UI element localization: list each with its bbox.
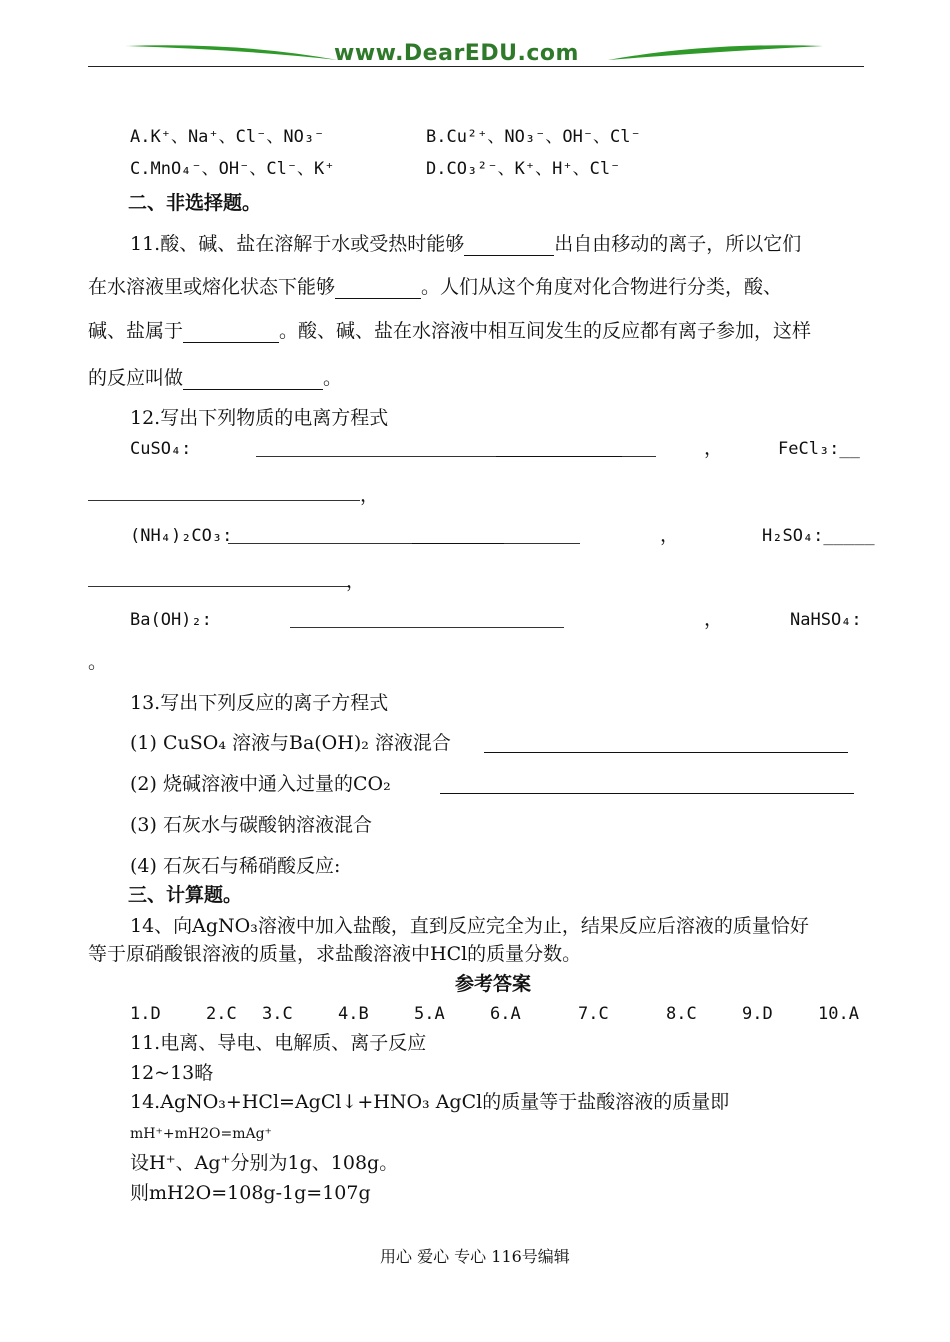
q12-fecl3: FeCl₃:__ [778, 439, 860, 459]
section-heading-2: 二、非选择题。 [128, 192, 262, 214]
q12-comma-1: ， [704, 437, 724, 459]
answer-12-13: 12~13略 [130, 1062, 214, 1084]
answer-mc-4: 4.B [338, 1004, 369, 1024]
q12-cuso4: CuSO₄: [130, 439, 192, 459]
q13-title: 13.写出下列反应的离子方程式 [130, 692, 389, 714]
q12-blank-nh4co3-bold [412, 543, 504, 544]
answer-mc-7: 7.C [578, 1004, 609, 1024]
page-footer: 用心 爱心 专心 116号编辑 [380, 1247, 570, 1266]
answer-14-mass: mH⁺+mH2O=mAg⁺ [130, 1126, 272, 1142]
q12-title: 12.写出下列物质的电离方程式 [130, 407, 389, 429]
q12-nahso4: NaHSO₄: [790, 610, 862, 630]
answer-mc-10: 10.A [818, 1004, 859, 1024]
q13-item1: (1) CuSO₄ 溶液与Ba(OH)₂ 溶液混合 [130, 732, 451, 754]
q12-comma-3: ， [660, 524, 680, 546]
site-brand: www.DearEDU.com [334, 41, 579, 66]
answer-mc-6: 6.A [490, 1004, 521, 1024]
q11-blank2[interactable] [335, 280, 421, 299]
q13-item2: (2) 烧碱溶液中通入过量的CO₂ [130, 773, 391, 795]
q11-line1: 11.酸、碱、盐在溶解于水或受热时能够 出自由移动的离子，所以它们 [130, 233, 802, 255]
answers-title: 参考答案 [455, 973, 532, 995]
q12-comma-2: ， [360, 484, 380, 506]
q13-item4: (4) 石灰石与稀硝酸反应: [130, 855, 341, 877]
q12-blank-baoh2[interactable] [290, 627, 564, 628]
q13-blank2[interactable] [440, 793, 854, 794]
q11-line4: 的反应叫做 。 [88, 367, 343, 389]
option-a: A.K⁺、Na⁺、Cl⁻、NO₃⁻ [130, 127, 325, 147]
section-heading-3: 三、计算题。 [128, 884, 243, 906]
answer-14-assume: 设H⁺、Ag⁺分别为1g、108g。 [130, 1152, 399, 1174]
answer-mc-3: 3.C [262, 1004, 293, 1024]
q12-blank-cuso4-bold [496, 456, 622, 457]
option-d: D.CO₃²⁻、K⁺、H⁺、Cl⁻ [426, 159, 621, 179]
q11-line2: 在水溶液里或熔化状态下能够 。人们从这个角度对化合物进行分类，酸、 [88, 276, 783, 298]
answer-14-result: 则mH2O=108g-1g=107g [130, 1182, 371, 1204]
q14-line2: 等于原硝酸银溶液的质量，求盐酸溶液中HCl的质量分数。 [88, 943, 582, 965]
q12-blank-fecl3[interactable] [88, 500, 360, 501]
answer-14: 14.AgNO₃+HCl=AgCl↓+HNO₃ AgCl的质量等于盐酸溶液的质量即 [130, 1091, 730, 1113]
q11-blank3[interactable] [183, 324, 279, 343]
q11-line3: 碱、盐属于 。酸、碱、盐在水溶液中相互间发生的反应都有离子参加，这样 [88, 320, 812, 342]
q12-blank-nh4co3[interactable] [228, 543, 580, 544]
q12-blank-h2so4[interactable] [88, 586, 348, 587]
header-rule [88, 66, 864, 67]
option-b: B.Cu²⁺、NO₃⁻、OH⁻、Cl⁻ [426, 127, 641, 147]
q12-baoh2: Ba(OH)₂: [130, 610, 212, 630]
q13-blank1[interactable] [484, 752, 848, 753]
q12-comma-5: ， [704, 608, 724, 630]
q13-item3: (3) 石灰水与碳酸钠溶液混合 [130, 814, 372, 836]
answer-mc-2: 2.C [206, 1004, 237, 1024]
answer-mc-8: 8.C [666, 1004, 697, 1024]
answer-mc-5: 5.A [414, 1004, 445, 1024]
q12-end: 。 [88, 651, 108, 673]
answer-11: 11.电离、导电、电解质、离子反应 [130, 1032, 427, 1054]
answer-mc-1: 1.D [130, 1004, 161, 1024]
q12-nh4co3: (NH₄)₂CO₃: [130, 526, 233, 546]
q12-h2so4: H₂SO₄:_____ [762, 526, 875, 546]
q14-line1: 14、向AgNO₃溶液中加入盐酸，直到反应完全为止，结果反应后溶液的质量恰好 [130, 915, 809, 937]
q12-comma-4: ， [346, 570, 366, 592]
option-c: C.MnO₄⁻、OH⁻、Cl⁻、K⁺ [130, 159, 335, 179]
q11-blank4[interactable] [183, 371, 323, 390]
answer-mc-9: 9.D [742, 1004, 773, 1024]
q11-blank1[interactable] [464, 237, 554, 256]
